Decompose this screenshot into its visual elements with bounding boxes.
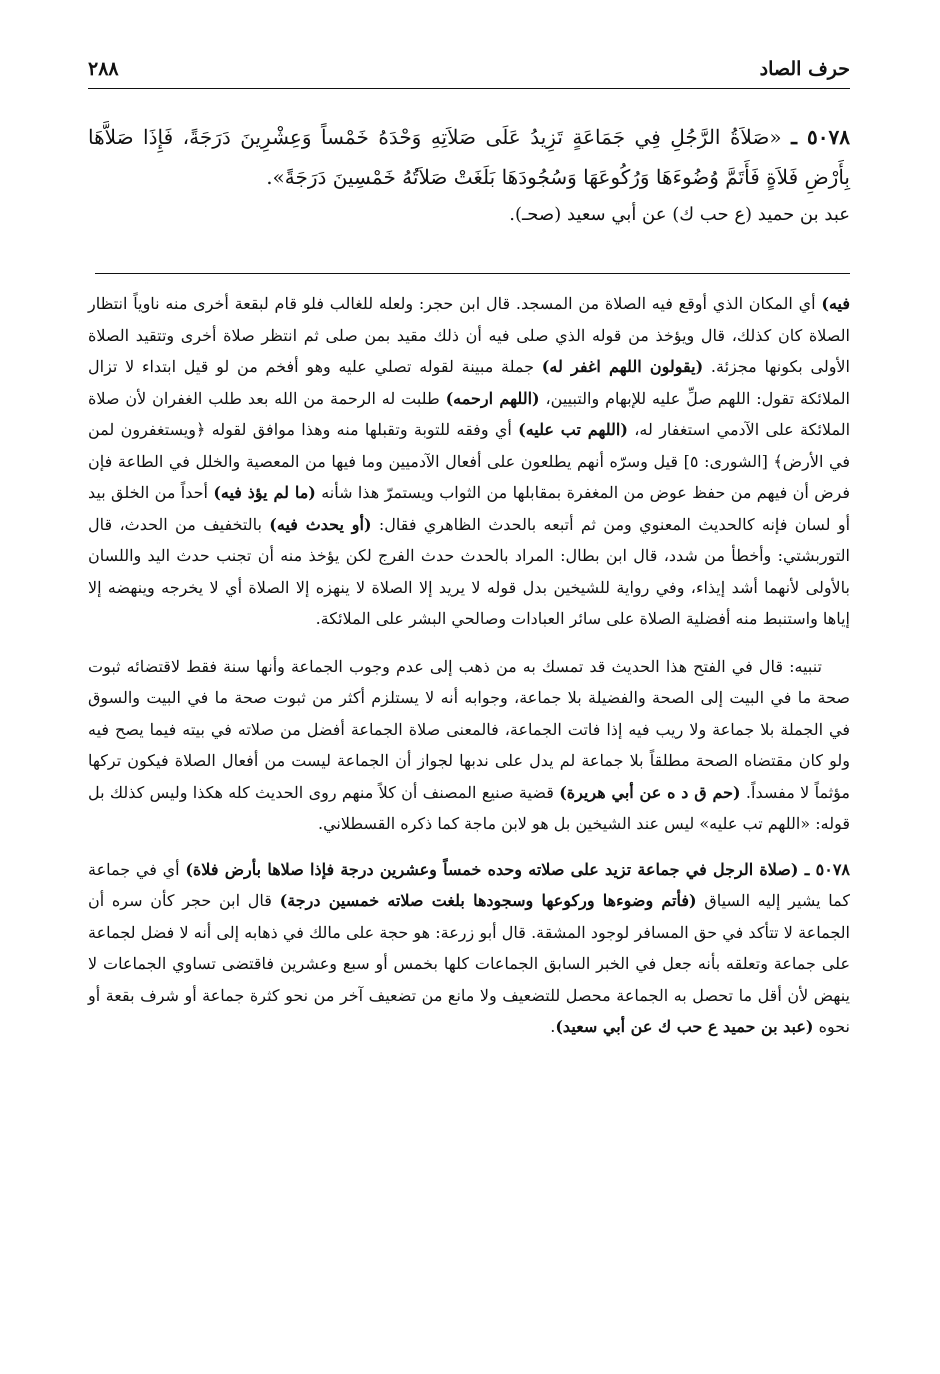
commentary-keyword: ٥٠٧٨ ـ (صلاة الرجل في جماعة تزيد على صلاته وحده خمساً وعشرين درجة فإذا صلاها بأرض فلاة) (185, 859, 850, 879)
hadith-text: «صَلاَةُ الرَّجُلِ فِي جَمَاعَةٍ تَزِيدُ عَلَى صَلاَتِهِ وَحْدَهُ خَمْساً وَعِشْرِينَ دَرَجَةً، فَإِذَا صَلاَّهَا بِأَرْضِ فَلاَةٍ فَأَتَمَّ وُضُوءَهَا وَرُكُوعَهَا وَسُجُودَهَا بَلَغَتْ صَلاَتُهُ خَمْسِينَ دَرَجَةً». (88, 125, 850, 189)
commentary-paragraph-1 (88, 288, 850, 635)
commentary-keyword: (أو يحدث فيه) (269, 514, 372, 534)
commentary-text: . (550, 1017, 556, 1036)
commentary-paragraph-2 (88, 651, 850, 840)
footnote-separator (95, 273, 850, 274)
hadith-number: ٥٠٧٨ ـ (791, 125, 851, 149)
commentary-text: أي وفقه للتوبة وتقبلها منه وهذا موافق لقوله ﴿ويستغفرون لمن في الأرض﴾ [الشورى: ٥] قيل وسرّه أنهم يطلعون على أفعال الآدميين وما فيها من المعصية والخلل في الطاعة فإن فرض أن فيهم من حفظ عوض من المغفرة بمقابلها من الثواب ويستمرّ هذا شأنه (88, 420, 851, 502)
commentary-keyword: فيه) (821, 294, 850, 313)
commentary-keyword: (اللهم تب عليه) (518, 420, 628, 439)
commentary-text: تنبيه: قال في الفتح هذا الحديث قد تمسك به من ذهب إلى عدم وجوب الجماعة وأنها سنة فقط لاقتضائه ثبوت صحة ما في البيت إلى الصحة والفضيلة بلا جماعة، وجوابه أنه لا يستلزم أكثر من ثبوت صحة ما في البيت والسوق في الجملة بلا جماعة ولا ريب فيه إذا فاتت الجماعة، فالمعنى صلاة الجماعة أفضل من صلاته في بيته فيما يصح فيه ولو كان مقتضاه الصحة مطلقاً بلا جماعة لم يدل على ندبها لجواز أن الجماعة ليست من أفعال الصلاة فيكون تركها مؤثماً لا مفسداً. (88, 656, 850, 802)
page-header (88, 58, 850, 89)
commentary-keyword: (عبد بن حميد ع حب ك عن أبي سعيد) (555, 1017, 814, 1036)
commentary-text: أي المكان الذي أوقع فيه الصلاة من المسجد. قال ابن حجر: ولعله للغالب فلو قام لبقعة أخرى منه ناوياً انتظار الصلاة كان كذلك، قال ويؤخذ من قوله الذي صلى فيه أن ذلك مقيد بمن صلى ثم انتظر صلاة أخرى وتتقيد الصلاة الأولى بكونها مجزئة. (88, 294, 851, 376)
chapter-title: حرف الصاد (750, 58, 850, 80)
commentary-text: جملة مبينة لقوله تصلي عليه وهو أفخم من لو قيل ابتداء لا تزال الملائكة تقول: اللهم صلِّ عليه للإبهام والتبيين، (88, 357, 850, 408)
commentary-paragraph-3 (88, 854, 850, 1043)
commentary-keyword: (يقولون اللهم اغفر له) (541, 357, 704, 376)
commentary-text: أحداً من الخلق بيد أو لسان فإنه كالحديث المعنوي ومن ثم أتبعه بالحدث الظاهري فقال: (88, 483, 851, 534)
commentary-keyword: (فأتم وضوءها وركوعها وسجودها بلغت صلاته خمسين درجة) (279, 891, 697, 910)
page-number: ٢٨٨ (88, 58, 129, 80)
commentary-text: طلبت له الرحمة من الله بعد طلب الغفران لأن صلاة الملائكة على الآدمي استغفار له، (88, 388, 851, 439)
commentary-keyword: (ما لم يؤذ فيه) (213, 483, 316, 502)
hadith-text-block (88, 117, 850, 197)
commentary-text: قال ابن حجر كأن سره أن الجماعة لا تتأكد في حق المسافر لوجود المشقة. قال أبو زرعة: هو حجة على مالك في ذهابه إلى أنه لا فضل لجماعة على جماعة وتعلقه بأنه جعل في الخبر السابق الجماعات كلها بخمس أو سبع وعشرين فاقتضى تساوي الجماعات لا ينهض لأن أقل ما تحصل به الجماعة محصل للتضعيف ولا مانع من تضعيف آخر من نحو كثرة جماعة أو شرف بقعة أو نحوه (88, 891, 851, 1036)
commentary-text: قضية صنيع المصنف أن كلاً منهم روى الحديث كله هكذا وليس كذلك بل قوله: «اللهم تب عليه» ليس عند الشيخين بل هو لابن ماجة كما ذكره القسطلاني. (88, 782, 850, 833)
commentary-text: أي في جماعة كما يشير إليه السياق (88, 859, 851, 910)
document-page (88, 58, 850, 1043)
commentary-text: بالتخفيف من الحدث، قال التوربشتي: وأخطأ من شدد، قال ابن بطال: المراد بالحدث حدث الفرج لكن يؤخذ منه أن تجنب حدث اليد واللسان بالأولى لأنهما أشد إيذاء، وفي رواية للشيخين بدل قوله لا يريد إلا الصلاة لا ينهزه إلا الصلاة أي لا يخرجه وينهضه إلا إياها واستنبط منه أفضلية الصلاة على سائر العبادات وصالحي البشر على الملائكة. (88, 514, 851, 628)
hadith-source: عبد بن حميد (ع حب ك) عن أبي سعيد (صحـ). (509, 204, 850, 225)
commentary-keyword: (اللهم ارحمه) (445, 388, 540, 408)
commentary-keyword: (حم ق د ه عن أبي هريرة) (559, 782, 741, 802)
